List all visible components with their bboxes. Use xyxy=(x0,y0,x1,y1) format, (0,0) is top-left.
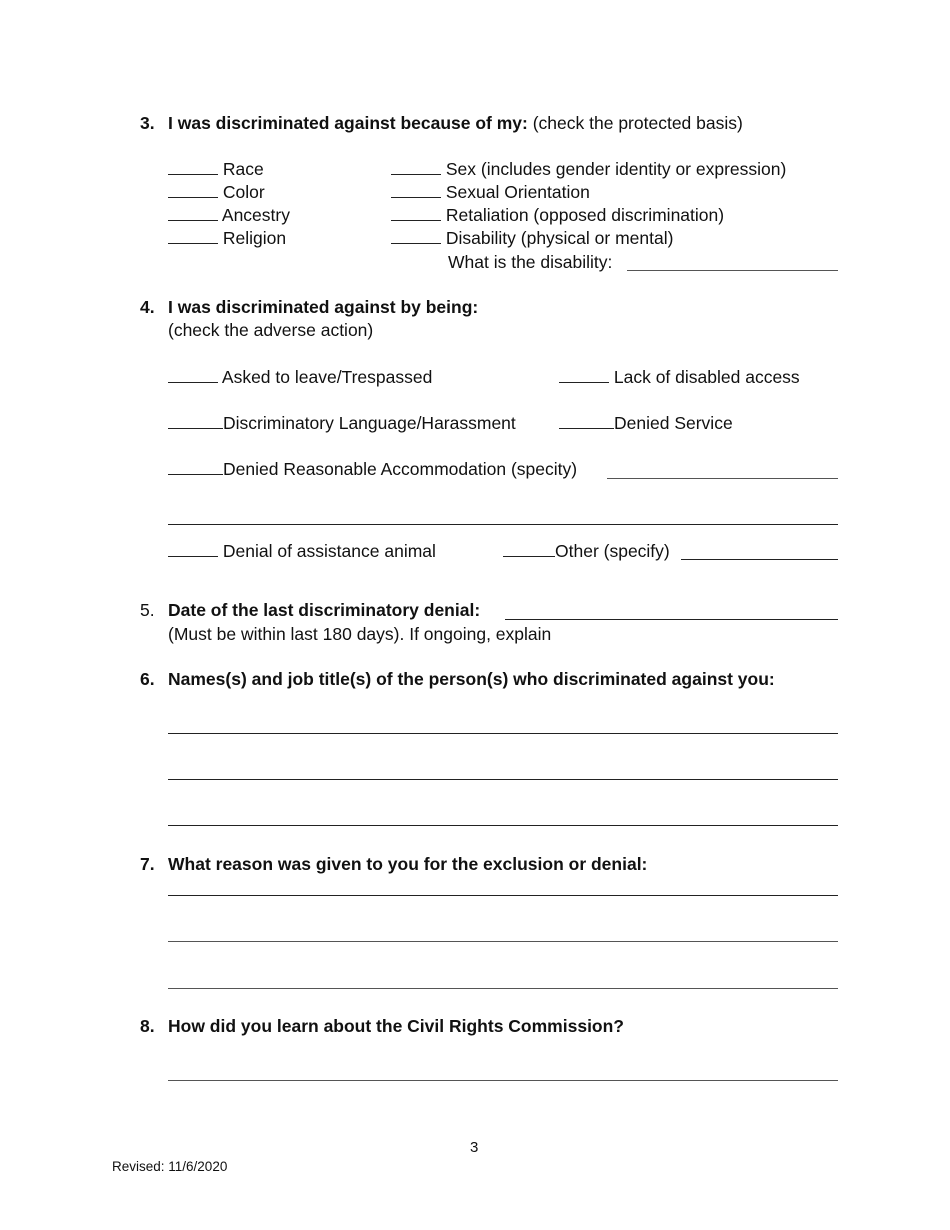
checkbox-blank[interactable] xyxy=(503,541,555,557)
reason-input-line-3[interactable] xyxy=(168,988,838,989)
page-number: 3 xyxy=(470,1139,479,1156)
q3-number: 3. xyxy=(140,113,155,133)
checkbox-blank[interactable] xyxy=(559,413,614,429)
action-asked-to-leave[interactable] xyxy=(168,367,432,387)
action-denied-accommodation-label: Denied Reasonable Accommodation (specity) xyxy=(223,459,578,479)
q7-number: 7. xyxy=(140,854,155,874)
basis-disability-label: Disability (physical or mental) xyxy=(445,228,674,248)
disability-input-line[interactable] xyxy=(627,270,838,271)
basis-disability[interactable] xyxy=(391,228,673,248)
disability-prompt: What is the disability: xyxy=(448,252,613,272)
basis-religion-label: Religion xyxy=(222,228,287,248)
accommodation-input-line-2[interactable] xyxy=(168,524,838,525)
action-language-harassment[interactable] xyxy=(168,413,516,433)
basis-race[interactable] xyxy=(168,159,264,179)
action-denial-animal[interactable] xyxy=(168,541,436,561)
other-input-line[interactable] xyxy=(681,559,838,560)
basis-ancestry-label: Ancestry xyxy=(221,205,290,225)
revised-date: Revised: 11/6/2020 xyxy=(112,1159,228,1174)
action-denied-service-label: Denied Service xyxy=(614,413,733,433)
names-input-line-2[interactable] xyxy=(168,779,838,780)
action-denial-animal-label: Denial of assistance animal xyxy=(222,541,436,561)
q6-number: 6. xyxy=(140,669,155,689)
basis-retaliation-label: Retaliation (opposed discrimination) xyxy=(445,205,725,225)
q6-title: Names(s) and job title(s) of the person(s) who discriminated against you: xyxy=(168,669,775,689)
basis-sex-label: Sex (includes gender identity or expression) xyxy=(445,159,787,179)
reason-input-line-2[interactable] xyxy=(168,941,838,942)
q5-number: 5. xyxy=(140,600,155,620)
basis-sexual-orientation[interactable] xyxy=(391,182,590,202)
checkbox-blank[interactable] xyxy=(391,205,441,221)
action-denied-service[interactable] xyxy=(559,413,733,433)
checkbox-blank[interactable] xyxy=(391,159,441,175)
checkbox-blank[interactable] xyxy=(391,182,441,198)
q8-title: How did you learn about the Civil Rights Commission? xyxy=(168,1016,624,1036)
q7-title: What reason was given to you for the exclusion or denial: xyxy=(168,854,648,874)
checkbox-blank[interactable] xyxy=(391,228,441,244)
accommodation-input-line[interactable] xyxy=(607,478,838,479)
checkbox-blank[interactable] xyxy=(168,367,218,383)
q4-subtitle: (check the adverse action) xyxy=(168,320,374,340)
action-other[interactable] xyxy=(503,541,670,561)
checkbox-blank[interactable] xyxy=(168,459,223,475)
action-other-label: Other (specify) xyxy=(555,541,670,561)
basis-sex[interactable] xyxy=(391,159,786,179)
action-asked-to-leave-label: Asked to leave/Trespassed xyxy=(221,367,433,387)
q5-title: Date of the last discriminatory denial: xyxy=(168,600,481,620)
action-lack-access[interactable] xyxy=(559,367,800,387)
checkbox-blank[interactable] xyxy=(168,159,218,175)
q5-note: (Must be within last 180 days). If ongoing, explain xyxy=(168,624,552,644)
q4-number: 4. xyxy=(140,297,155,317)
reason-input-line-1[interactable] xyxy=(168,895,838,896)
q3-title: I was discriminated against because of my: xyxy=(168,113,528,133)
basis-color-label: Color xyxy=(222,182,265,202)
q3-heading xyxy=(168,113,743,133)
checkbox-blank[interactable] xyxy=(559,367,609,383)
basis-color[interactable] xyxy=(168,182,265,202)
checkbox-blank[interactable] xyxy=(168,205,218,221)
action-denied-accommodation[interactable] xyxy=(168,459,577,479)
basis-race-label: Race xyxy=(222,159,264,179)
checkbox-blank[interactable] xyxy=(168,413,223,429)
action-lack-access-label: Lack of disabled access xyxy=(613,367,800,387)
basis-retaliation[interactable] xyxy=(391,205,724,225)
checkbox-blank[interactable] xyxy=(168,228,218,244)
names-input-line-1[interactable] xyxy=(168,733,838,734)
checkbox-blank[interactable] xyxy=(168,541,218,557)
checkbox-blank[interactable] xyxy=(168,182,218,198)
action-language-harassment-label: Discriminatory Language/Harassment xyxy=(223,413,516,433)
q8-number: 8. xyxy=(140,1016,155,1036)
q3-subtitle: (check the protected basis) xyxy=(532,113,743,133)
q4-title: I was discriminated against by being: xyxy=(168,297,479,317)
basis-religion[interactable] xyxy=(168,228,286,248)
date-input-line[interactable] xyxy=(505,619,838,620)
learn-input-line[interactable] xyxy=(168,1080,838,1081)
basis-sexual-orientation-label: Sexual Orientation xyxy=(445,182,590,202)
basis-ancestry[interactable] xyxy=(168,205,290,225)
names-input-line-3[interactable] xyxy=(168,825,838,826)
